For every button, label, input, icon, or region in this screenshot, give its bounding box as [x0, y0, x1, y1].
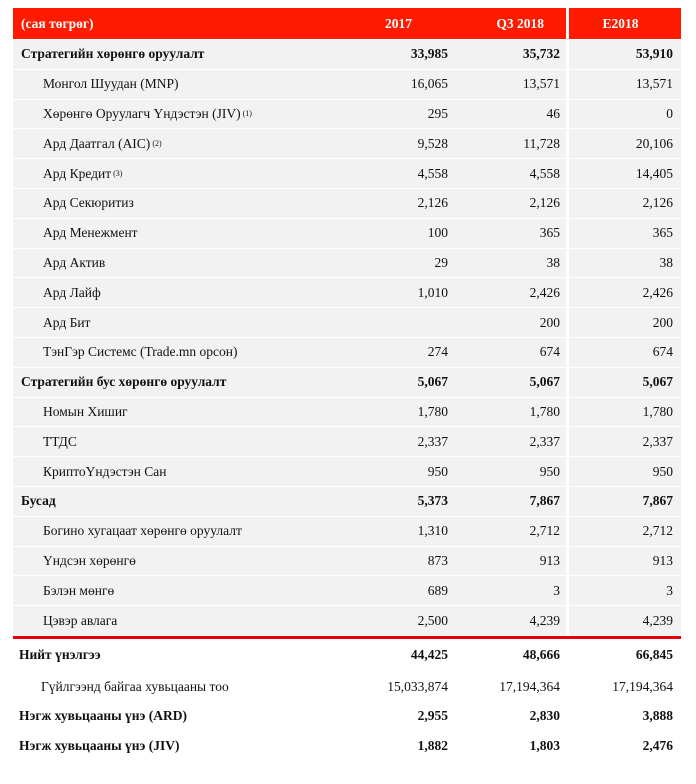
table-row — [0, 368, 696, 397]
total-label: Гүйлгээнд байгаа хувьцааны тоо — [41, 679, 229, 694]
footnote-marker: (1) — [242, 109, 252, 119]
cell-2017: 16,065 — [353, 70, 456, 99]
cell-e2018: 2,126 — [568, 189, 681, 218]
total-e2018: 66,845 — [635, 647, 673, 662]
cell-e2018: 4,239 — [568, 606, 681, 635]
total-2017: 15,033,874 — [387, 679, 448, 694]
cell-2017: 873 — [353, 547, 456, 576]
cell-2017: 2,126 — [353, 189, 456, 218]
row-label: Монгол Шуудан (MNP) — [13, 70, 353, 99]
cell-q3-2018: 4,558 — [456, 159, 568, 188]
cell-q3-2018: 38 — [456, 249, 568, 278]
row-label: Бусад — [13, 487, 353, 516]
table-row — [0, 70, 696, 99]
table-row — [0, 278, 696, 307]
cell-q3-2018: 200 — [456, 308, 568, 337]
row-label: Ард Кредит (3) — [13, 159, 353, 188]
cell-q3-2018: 13,571 — [456, 70, 568, 99]
total-label: Нэгж хувьцааны үнэ (ARD) — [19, 708, 187, 723]
table-row — [0, 517, 696, 546]
total-q3-2018: 48,666 — [522, 647, 560, 662]
footnote-marker: (3) — [113, 169, 123, 179]
row-label: ТТДС — [13, 427, 353, 456]
cell-e2018: 5,067 — [568, 368, 681, 397]
cell-q3-2018: 1,780 — [456, 398, 568, 427]
table-row — [0, 398, 696, 427]
cell-q3-2018: 11,728 — [456, 129, 568, 158]
row-label: Номын Хишиг — [13, 398, 353, 427]
total-2017: 1,882 — [417, 738, 448, 753]
cell-e2018: 2,426 — [568, 278, 681, 307]
total-2017: 44,425 — [410, 647, 448, 662]
cell-q3-2018: 2,426 — [456, 278, 568, 307]
row-label: Стратегийн хөрөнгө оруулалт — [13, 40, 353, 69]
cell-e2018: 674 — [568, 338, 681, 367]
total-row — [0, 640, 696, 670]
total-q3-2018: 17,194,364 — [499, 679, 560, 694]
cell-2017 — [353, 308, 456, 337]
table-row — [0, 159, 696, 188]
table-row — [0, 189, 696, 218]
cell-2017: 274 — [353, 338, 456, 367]
row-label: Цэвэр авлага — [13, 606, 353, 635]
table-row — [0, 606, 696, 635]
cell-q3-2018: 3 — [456, 576, 568, 605]
header-col-2017: 2017 — [353, 8, 456, 39]
cell-e2018: 2,337 — [568, 427, 681, 456]
cell-q3-2018: 2,337 — [456, 427, 568, 456]
row-label: Бэлэн мөнгө — [13, 576, 353, 605]
cell-2017: 5,067 — [353, 368, 456, 397]
cell-2017: 950 — [353, 457, 456, 486]
total-q3-2018: 1,803 — [529, 738, 560, 753]
table-row — [0, 457, 696, 486]
cell-q3-2018: 950 — [456, 457, 568, 486]
row-label: Ард Лайф — [13, 278, 353, 307]
table-row — [0, 249, 696, 278]
cell-e2018: 13,571 — [568, 70, 681, 99]
footnote-marker: (2) — [152, 139, 162, 149]
cell-q3-2018: 5,067 — [456, 368, 568, 397]
row-label: Ард Секюритиз — [13, 189, 353, 218]
cell-2017: 100 — [353, 219, 456, 248]
total-e2018: 2,476 — [642, 738, 673, 753]
total-divider — [13, 636, 681, 639]
cell-2017: 295 — [353, 100, 456, 129]
cell-e2018: 365 — [568, 219, 681, 248]
cell-2017: 1,010 — [353, 278, 456, 307]
cell-2017: 2,337 — [353, 427, 456, 456]
cell-2017: 1,310 — [353, 517, 456, 546]
total-row — [0, 731, 696, 761]
cell-2017: 1,780 — [353, 398, 456, 427]
table-row — [0, 547, 696, 576]
cell-2017: 9,528 — [353, 129, 456, 158]
cell-2017: 4,558 — [353, 159, 456, 188]
cell-e2018: 913 — [568, 547, 681, 576]
row-label: Стратегийн бус хөрөнгө оруулалт — [13, 368, 353, 397]
total-label: Нийт үнэлгээ — [19, 647, 101, 662]
total-2017: 2,955 — [417, 708, 448, 723]
table-row — [0, 100, 696, 129]
total-e2018: 17,194,364 — [612, 679, 673, 694]
total-q3-2018: 2,830 — [529, 708, 560, 723]
cell-e2018: 7,867 — [568, 487, 681, 516]
row-label: КриптоҮндэстэн Сан — [13, 457, 353, 486]
cell-e2018: 38 — [568, 249, 681, 278]
cell-2017: 2,500 — [353, 606, 456, 635]
row-label: Богино хугацаат хөрөнгө оруулалт — [13, 517, 353, 546]
row-label: Ард Актив — [13, 249, 353, 278]
row-label: ТэнГэр Системс (Trade.mn орсон) — [13, 338, 353, 367]
table-row — [0, 338, 696, 367]
cell-q3-2018: 46 — [456, 100, 568, 129]
table-row — [0, 576, 696, 605]
header-col-e2018: E2018 — [568, 8, 681, 39]
table-row — [0, 308, 696, 337]
total-e2018: 3,888 — [642, 708, 673, 723]
cell-e2018: 200 — [568, 308, 681, 337]
row-label: Ард Бит — [13, 308, 353, 337]
cell-2017: 33,985 — [353, 40, 456, 69]
cell-2017: 29 — [353, 249, 456, 278]
cell-e2018: 1,780 — [568, 398, 681, 427]
cell-q3-2018: 365 — [456, 219, 568, 248]
table-row — [0, 219, 696, 248]
cell-e2018: 0 — [568, 100, 681, 129]
cell-q3-2018: 2,126 — [456, 189, 568, 218]
cell-e2018: 3 — [568, 576, 681, 605]
total-row — [0, 672, 696, 702]
cell-q3-2018: 913 — [456, 547, 568, 576]
cell-q3-2018: 4,239 — [456, 606, 568, 635]
cell-e2018: 20,106 — [568, 129, 681, 158]
cell-2017: 5,373 — [353, 487, 456, 516]
row-label: Үндсэн хөрөнгө — [13, 547, 353, 576]
table-row — [0, 40, 696, 69]
row-label: Ард Менежмент — [13, 219, 353, 248]
total-label: Нэгж хувьцааны үнэ (JIV) — [19, 738, 180, 753]
cell-e2018: 2,712 — [568, 517, 681, 546]
cell-e2018: 14,405 — [568, 159, 681, 188]
table-row — [0, 427, 696, 456]
table-header — [0, 8, 696, 39]
total-row — [0, 701, 696, 731]
cell-e2018: 950 — [568, 457, 681, 486]
table-row — [0, 487, 696, 516]
cell-q3-2018: 35,732 — [456, 40, 568, 69]
row-label: Хөрөнгө Оруулагч Үндэстэн (JIV) (1) — [13, 100, 353, 129]
cell-q3-2018: 2,712 — [456, 517, 568, 546]
table-row — [0, 129, 696, 158]
header-col-q3-2018: Q3 2018 — [456, 8, 568, 39]
cell-q3-2018: 7,867 — [456, 487, 568, 516]
header-unit-label: (сая төгрөг) — [13, 8, 353, 39]
row-label: Ард Даатгал (AIC) (2) — [13, 129, 353, 158]
cell-2017: 689 — [353, 576, 456, 605]
cell-e2018: 53,910 — [568, 40, 681, 69]
cell-q3-2018: 674 — [456, 338, 568, 367]
